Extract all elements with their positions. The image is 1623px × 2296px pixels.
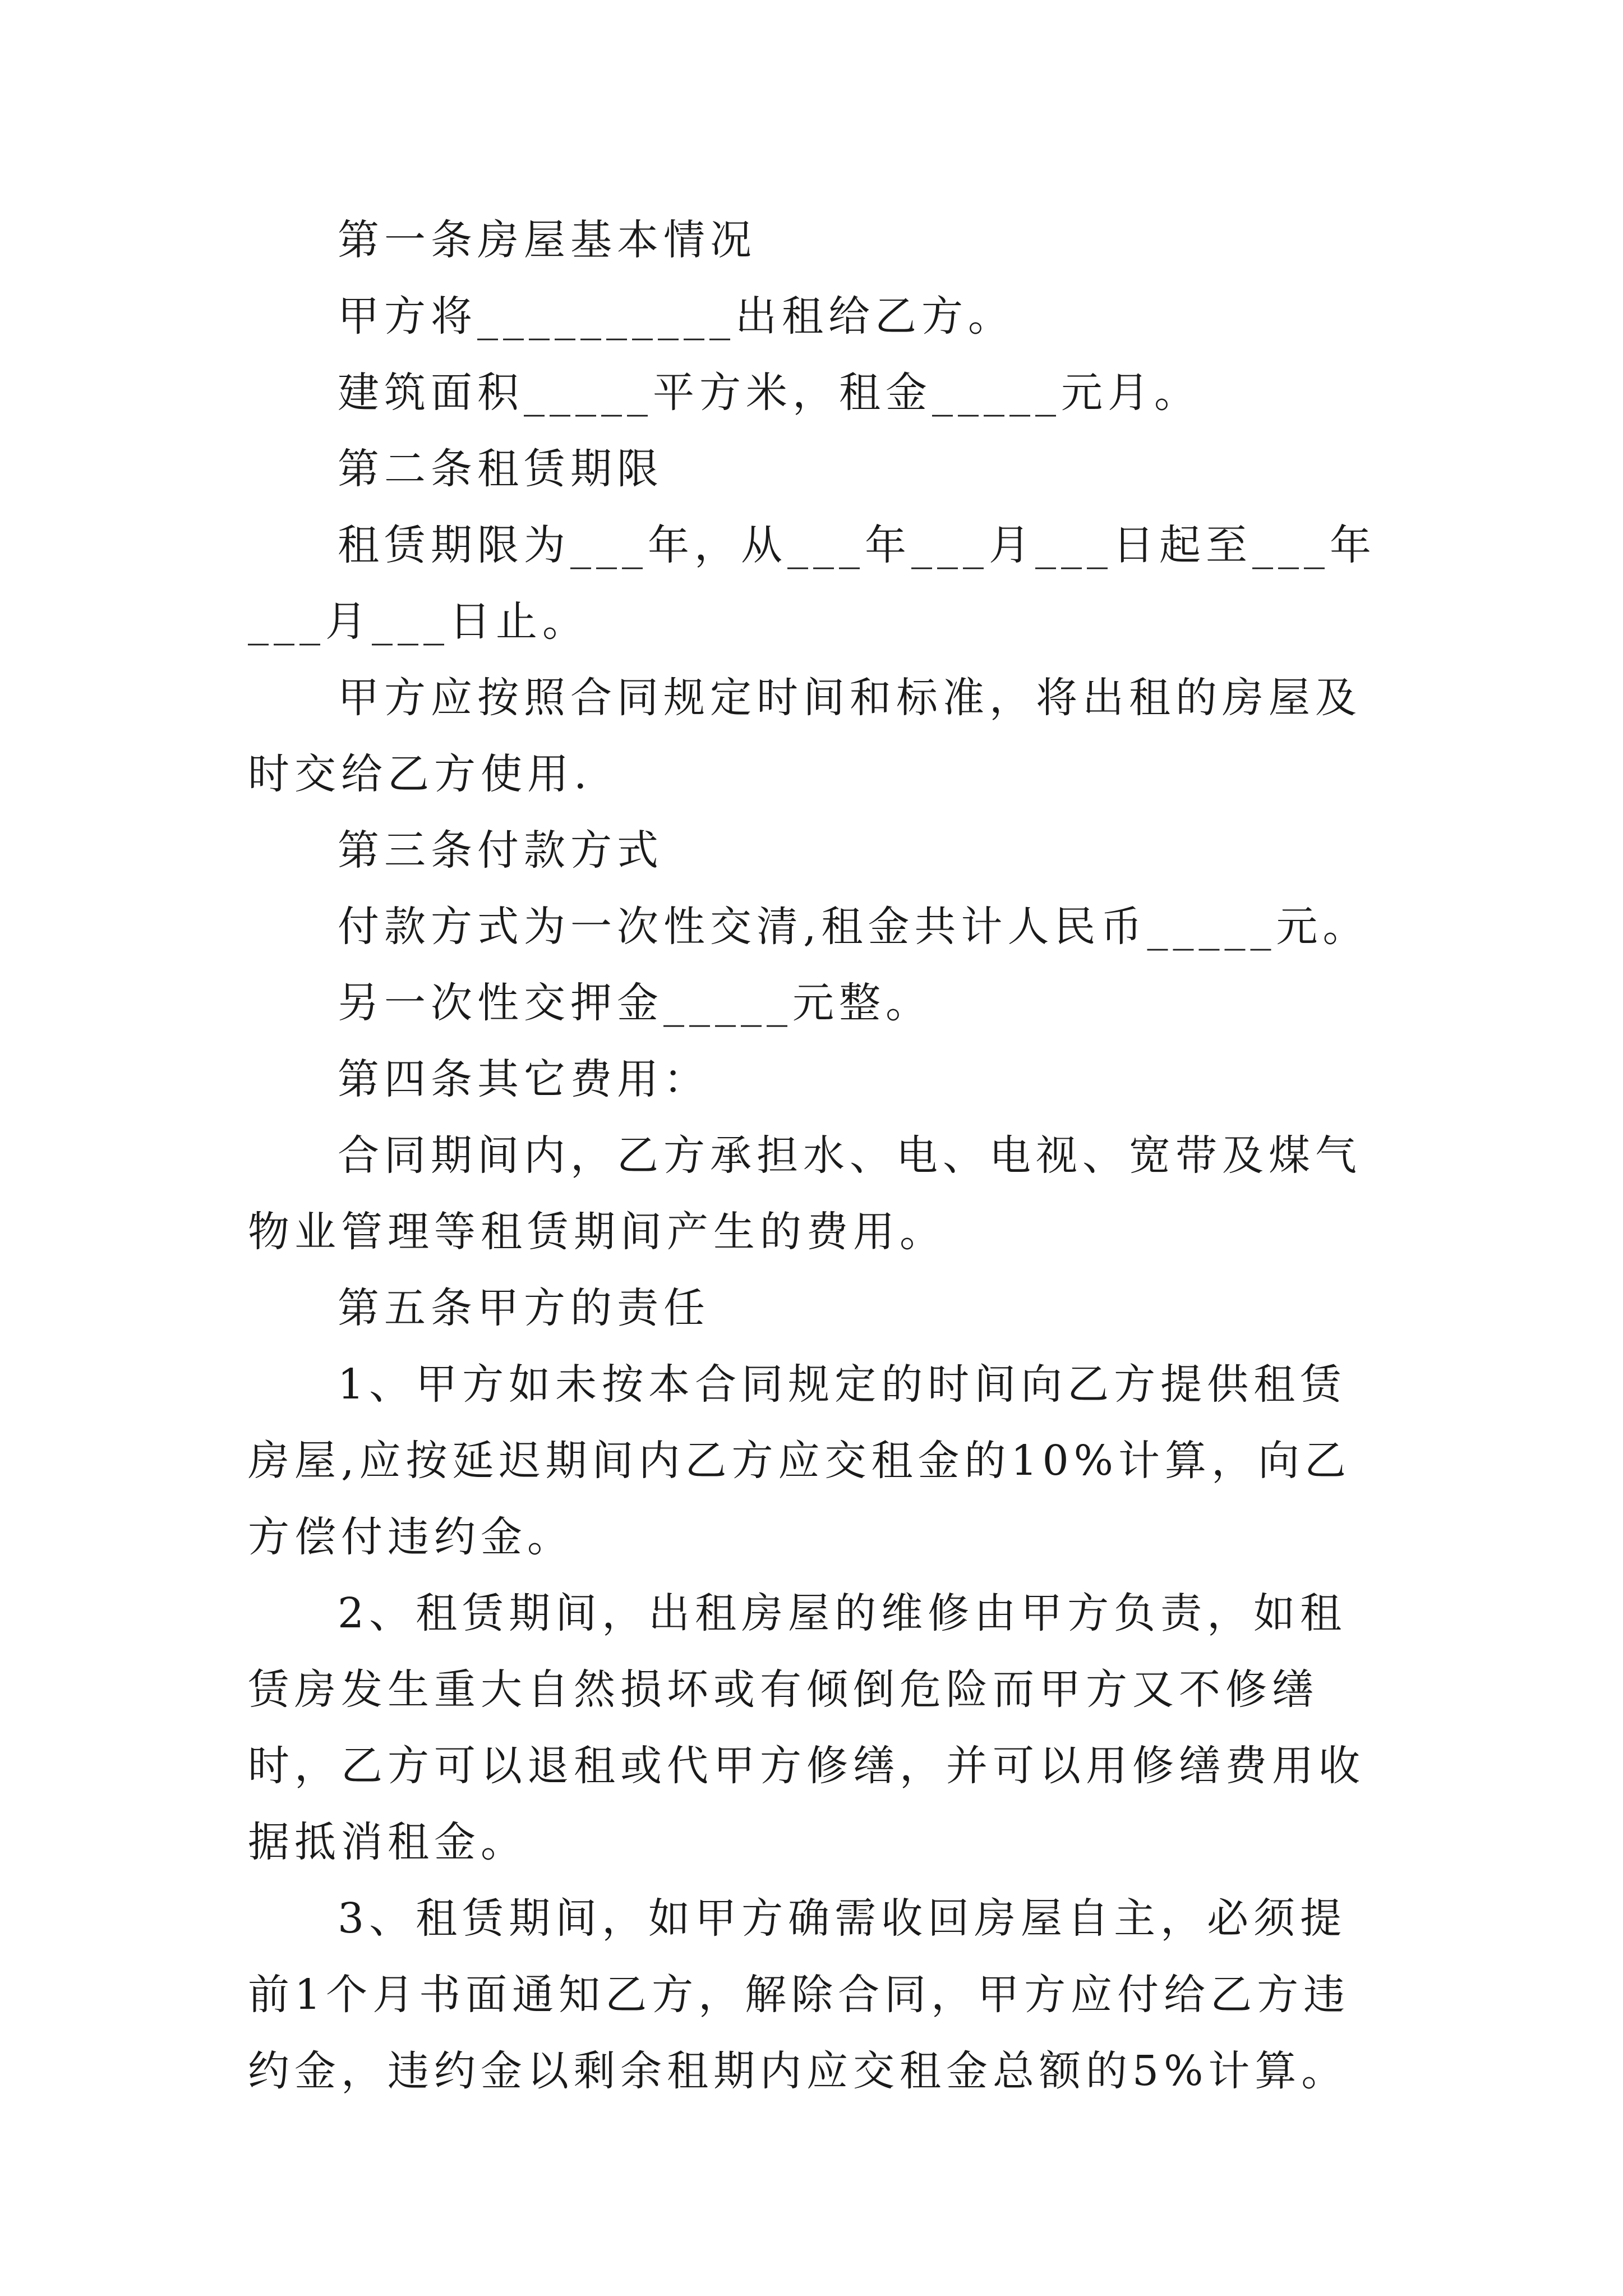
paragraph-deposit: 另一次性交押金_____元整。	[338, 979, 932, 1027]
paragraph-other-fees: 合同期间内，乙方承担水、电、电视、宽带及煤气物业管理等租赁期间产生的费用。	[248, 1131, 1362, 1256]
paragraph-area-rent: 建筑面积_____平方米，租金_____元月。	[338, 369, 1201, 417]
paragraph-lease-term: 租赁期限为___年，从___年___月___日起至___年___月___日止。	[248, 521, 1376, 646]
clause-4-heading: 第四条其它费用：	[338, 1055, 710, 1103]
clause-2-heading: 第二条租赁期限	[338, 445, 663, 493]
clause-1-heading: 第一条房屋基本情况	[338, 216, 757, 264]
paragraph-duty-1: 1、甲方如未按本合同规定的时间向乙方提供租赁房屋,应按延迟期间内乙方应交租金的10%计算，向乙方偿付违约金。	[248, 1360, 1351, 1561]
clause-3-heading: 第三条付款方式	[338, 826, 663, 875]
document-body	[248, 202, 1392, 2109]
paragraph-delivery: 甲方应按照合同规定时间和标准，将出租的房屋及时交给乙方使用.	[248, 674, 1362, 798]
paragraph-payment: 付款方式为一次性交清,租金共计人民币_____元。	[338, 903, 1370, 951]
clause-5-heading: 第五条甲方的责任	[338, 1284, 710, 1332]
paragraph-duty-3: 3、租赁期间，如甲方确需收回房屋自主，必须提前1个月书面通知乙方，解除合同，甲方应付给乙方违约金，违约金以剩余租期内应交租金总额的5%计算。	[248, 1894, 1350, 2095]
paragraph-lease-object: 甲方将__________出租给乙方。	[338, 292, 1015, 341]
paragraph-duty-2: 2、租赁期间，出租房屋的维修由甲方负责，如租赁房发生重大自然损坏或有倾倒危险而甲方又不修缮时，乙方可以退租或代甲方修缮，并可以用修缮费用收据抵消租金。	[248, 1589, 1365, 1866]
